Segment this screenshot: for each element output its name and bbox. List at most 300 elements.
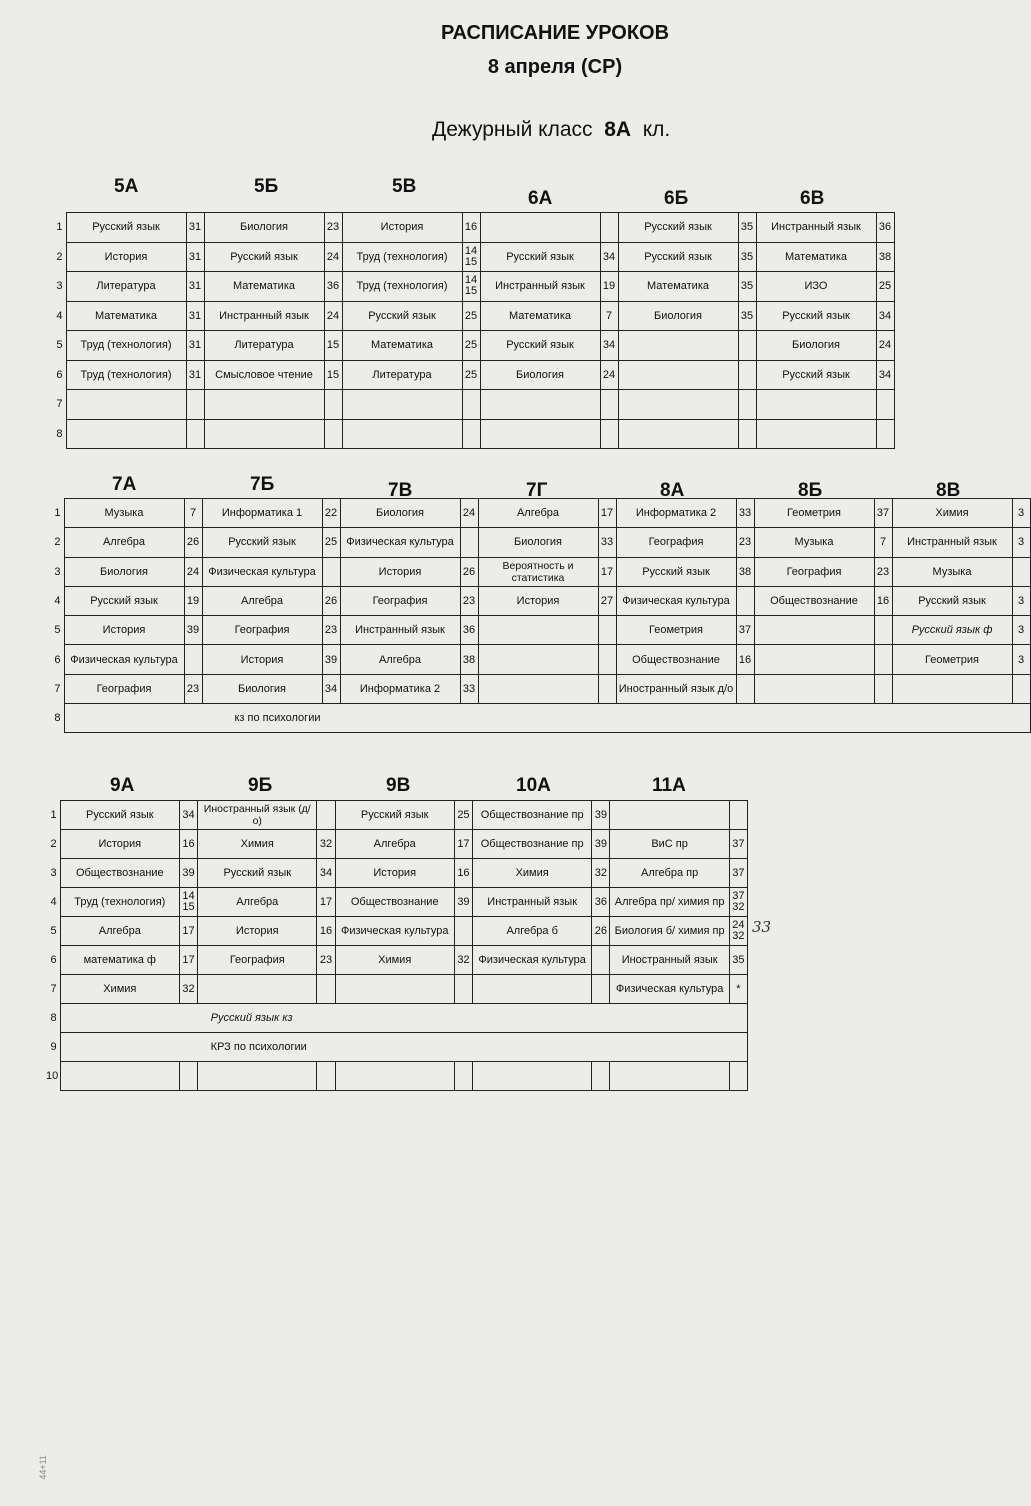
room-cell: 33 (736, 499, 754, 528)
subject-cell: Обществознание (754, 586, 874, 615)
schedule-table-9-11 (44, 800, 748, 1091)
room-cell (317, 1062, 335, 1091)
subject-cell: Математика (342, 331, 462, 361)
room-cell (1012, 557, 1030, 586)
subject-cell: Обществознание (616, 645, 736, 674)
subject-cell: Геометрия (616, 616, 736, 645)
room-cell: 16 (454, 859, 472, 888)
room-cell: 37 (729, 859, 747, 888)
room-cell: 34 (317, 859, 335, 888)
subject-cell: Алгебра пр (610, 859, 729, 888)
subject-cell: Музыка (64, 499, 184, 528)
schedule-date: 8 апреля (СР) (487, 56, 623, 78)
lesson-number: 4 (54, 595, 61, 608)
room-cell (598, 645, 616, 674)
table-row (50, 616, 1030, 645)
room-cell: 31 (186, 272, 204, 302)
schedule-table-7-8 (50, 498, 1031, 733)
subject-cell (618, 419, 738, 449)
lesson-number: 5 (56, 339, 63, 352)
room-cell: 16 (179, 830, 197, 859)
room-cell (324, 390, 342, 420)
subject-cell (754, 616, 874, 645)
table-row (44, 830, 748, 859)
subject-cell: Иностранный язык (д/о) (198, 801, 317, 830)
lesson-number: 6 (54, 653, 61, 666)
subject-cell: Иностранный язык (610, 946, 729, 975)
room-cell: 16 (462, 213, 480, 243)
subject-cell (204, 419, 324, 449)
room-cell: 25 (876, 272, 894, 302)
class-header: 6Б (664, 188, 689, 209)
lesson-number: 9 (50, 1041, 57, 1053)
subject-cell: Русский язык (618, 242, 738, 272)
lesson-number: 6 (56, 368, 63, 381)
subject-cell: Физическая культура (473, 946, 592, 975)
subject-cell: Русский язык (335, 801, 454, 830)
room-cell (186, 419, 204, 449)
room-cell (729, 1062, 747, 1091)
room-cell: 35 (738, 272, 756, 302)
subject-cell: Биология (204, 213, 324, 243)
subject-cell: Химия (892, 499, 1012, 528)
subject-cell: Алгебра (60, 917, 179, 946)
room-cell: 3 (1012, 499, 1030, 528)
room-cell (738, 331, 756, 361)
room-cell: 36 (592, 888, 610, 917)
table-row (52, 242, 894, 272)
room-cell: 39 (179, 859, 197, 888)
subject-cell (478, 616, 598, 645)
subject-cell: Инстранный язык (480, 272, 600, 302)
subject-cell (618, 390, 738, 420)
subject-cell: Геометрия (892, 645, 1012, 674)
table-row (50, 645, 1030, 674)
subject-cell: Физическая культура (616, 586, 736, 615)
subject-cell: Русский язык (60, 801, 179, 830)
room-cell: 37 (729, 830, 747, 859)
subject-cell: Биология (618, 301, 738, 331)
lesson-number: 1 (56, 221, 63, 234)
subject-cell: Информатика 1 (202, 499, 322, 528)
subject-cell: Труд (технология) (66, 360, 186, 390)
room-cell: 35 (738, 301, 756, 331)
table-row (44, 975, 748, 1004)
room-cell: 34 (322, 674, 340, 703)
lesson-number: 6 (50, 954, 57, 966)
lesson-number: 7 (56, 398, 63, 411)
room-cell: * (729, 975, 747, 1004)
room-cell: 16 (317, 917, 335, 946)
subject-cell (480, 390, 600, 420)
room-cell: 25 (462, 301, 480, 331)
subject-cell: Труд (технология) (66, 331, 186, 361)
margin-stamp: 44+11 (38, 1455, 48, 1480)
room-cell (454, 917, 472, 946)
subject-cell (478, 645, 598, 674)
subject-cell: математика ф (60, 946, 179, 975)
subject-cell (756, 390, 876, 420)
subject-cell: Труд (технология) (60, 888, 179, 917)
room-cell (598, 674, 616, 703)
subject-cell: Русский язык (202, 528, 322, 557)
subject-cell (480, 213, 600, 243)
class-header: 9А (110, 775, 135, 796)
table-row (52, 390, 894, 420)
lesson-number: 1 (54, 507, 61, 520)
room-cell: 23 (460, 586, 478, 615)
table-row (52, 360, 894, 390)
room-cell (874, 674, 892, 703)
class-header: 6В (800, 188, 825, 209)
span-cell: Русский язык кз (60, 1004, 747, 1033)
room-cell: 25 (462, 331, 480, 361)
subject-cell: Русский язык (892, 586, 1012, 615)
duty-class-line (432, 118, 670, 142)
room-cell (592, 975, 610, 1004)
room-cell (462, 390, 480, 420)
subject-cell: Русский язык (616, 557, 736, 586)
table-row (44, 917, 748, 946)
room-cell (324, 419, 342, 449)
subject-cell: Информатика 2 (616, 499, 736, 528)
class-header: 5В (392, 176, 417, 197)
room-cell: 34 (876, 360, 894, 390)
room-cell: 26 (322, 586, 340, 615)
subject-cell: Музыка (754, 528, 874, 557)
room-cell: 7 (600, 301, 618, 331)
table-row (52, 419, 894, 449)
room-cell: 32 (454, 946, 472, 975)
room-cell (454, 975, 472, 1004)
room-cell: 39 (454, 888, 472, 917)
room-cell: 16 (874, 586, 892, 615)
class-header: 9Б (248, 775, 273, 796)
subject-cell: Вероятность и статистика (478, 557, 598, 586)
subject-cell: Физическая культура (340, 528, 460, 557)
room-cell: 25 (454, 801, 472, 830)
subject-cell: Труд (технология) (342, 242, 462, 272)
subject-cell: Алгебра (335, 830, 454, 859)
subject-cell: История (60, 830, 179, 859)
room-cell: 24 (324, 242, 342, 272)
subject-cell (66, 419, 186, 449)
schedule-table-5-6 (52, 212, 895, 449)
subject-cell: Биология (480, 360, 600, 390)
subject-cell: Русский язык (480, 242, 600, 272)
room-cell (598, 616, 616, 645)
room-cell: 31 (186, 331, 204, 361)
lesson-number: 8 (54, 712, 61, 725)
handwritten-note: 33 (752, 918, 772, 936)
room-cell (600, 390, 618, 420)
subject-cell: Биология (340, 499, 460, 528)
class-header: 7А (112, 474, 137, 495)
subject-cell (610, 801, 729, 830)
room-cell: 33 (598, 528, 616, 557)
subject-cell: Русский язык (204, 242, 324, 272)
room-cell: 31 (186, 301, 204, 331)
room-cell: 34 (876, 301, 894, 331)
lesson-number: 3 (56, 280, 63, 293)
room-cell: 35 (738, 242, 756, 272)
room-cell: 3 (1012, 645, 1030, 674)
subject-cell (610, 1062, 729, 1091)
lesson-number: 3 (50, 867, 57, 879)
subject-cell: Алгебра пр/ химия пр (610, 888, 729, 917)
room-cell (876, 419, 894, 449)
subject-cell: Труд (технология) (342, 272, 462, 302)
subject-cell: Русский язык (342, 301, 462, 331)
room-cell (738, 390, 756, 420)
room-cell: 16 (736, 645, 754, 674)
table-row (50, 528, 1030, 557)
table-row (44, 1033, 748, 1062)
room-cell (729, 801, 747, 830)
class-header: 8А (660, 480, 685, 501)
subject-cell: Русский язык (756, 360, 876, 390)
room-cell (874, 616, 892, 645)
class-header: 8В (936, 480, 961, 501)
subject-cell: Химия (335, 946, 454, 975)
subject-cell: История (478, 586, 598, 615)
room-cell: 7 (874, 528, 892, 557)
room-cell: 19 (184, 586, 202, 615)
subject-cell: Физическая культура (335, 917, 454, 946)
room-cell: 39 (184, 616, 202, 645)
subject-cell (204, 390, 324, 420)
duty-class: 8А (604, 118, 632, 141)
subject-cell (473, 975, 592, 1004)
subject-cell (335, 1062, 454, 1091)
room-cell (876, 390, 894, 420)
room-cell (462, 419, 480, 449)
subject-cell: Алгебра б (473, 917, 592, 946)
room-cell: 32 (317, 830, 335, 859)
subject-cell (754, 645, 874, 674)
subject-cell: Физическая культура (202, 557, 322, 586)
subject-cell: Инстранный язык (756, 213, 876, 243)
lesson-number: 5 (50, 925, 57, 937)
room-cell: 39 (592, 830, 610, 859)
subject-cell: Информатика 2 (340, 674, 460, 703)
lesson-number: 8 (50, 1012, 57, 1024)
room-cell: 7 (184, 499, 202, 528)
subject-cell: География (202, 616, 322, 645)
table-row (52, 213, 894, 243)
subject-cell: Математика (204, 272, 324, 302)
subject-cell: Физическая культура (64, 645, 184, 674)
subject-cell (756, 419, 876, 449)
class-header: 7Г (526, 480, 548, 501)
subject-cell (478, 674, 598, 703)
table-row (50, 674, 1030, 703)
subject-cell: Химия (60, 975, 179, 1004)
subject-cell: Русский язык (64, 586, 184, 615)
subject-cell: Математика (66, 301, 186, 331)
subject-cell (480, 419, 600, 449)
subject-cell: История (340, 557, 460, 586)
subject-cell (335, 975, 454, 1004)
room-cell: 24 (184, 557, 202, 586)
subject-cell (198, 1062, 317, 1091)
room-cell: 3 (1012, 528, 1030, 557)
room-cell (874, 645, 892, 674)
room-cell: 31 (186, 213, 204, 243)
room-cell: 38 (736, 557, 754, 586)
room-cell (179, 1062, 197, 1091)
table-row (50, 499, 1030, 528)
room-cell: 17 (179, 946, 197, 975)
room-cell: 23 (317, 946, 335, 975)
subject-cell: История (342, 213, 462, 243)
room-cell: 36 (324, 272, 342, 302)
subject-cell (618, 331, 738, 361)
room-cell: 26 (592, 917, 610, 946)
room-cell (184, 645, 202, 674)
table-row (52, 272, 894, 302)
subject-cell: Биология (478, 528, 598, 557)
table-row (44, 888, 748, 917)
room-cell: 22 (322, 499, 340, 528)
room-cell: 17 (598, 499, 616, 528)
subject-cell: Биология (756, 331, 876, 361)
room-cell: 3 (1012, 586, 1030, 615)
subject-cell: География (64, 674, 184, 703)
subject-cell: Русский язык (618, 213, 738, 243)
room-cell: 17 (454, 830, 472, 859)
class-header: 7Б (250, 474, 275, 495)
subject-cell: Литература (204, 331, 324, 361)
room-cell: 38 (876, 242, 894, 272)
table-row (44, 1004, 748, 1033)
room-cell (317, 975, 335, 1004)
span-cell: кз по психологии (64, 704, 1030, 733)
room-cell (592, 946, 610, 975)
room-cell: 25 (322, 528, 340, 557)
table-row (50, 557, 1030, 586)
duty-label: Дежурный класс (432, 118, 593, 141)
room-cell: 15 (324, 331, 342, 361)
subject-cell: Русский язык (480, 331, 600, 361)
room-cell (736, 674, 754, 703)
room-cell: 23 (874, 557, 892, 586)
room-cell: 17 (598, 557, 616, 586)
room-cell: 24 32 (729, 917, 747, 946)
class-header: 5А (114, 176, 139, 197)
room-cell: 23 (184, 674, 202, 703)
subject-cell: Смысловое чтение (204, 360, 324, 390)
subject-cell: Обществознание пр (473, 801, 592, 830)
room-cell (186, 390, 204, 420)
room-cell: 23 (324, 213, 342, 243)
lesson-number: 3 (54, 565, 61, 578)
room-cell: 14 15 (179, 888, 197, 917)
lesson-number: 2 (54, 536, 61, 549)
room-cell: 36 (876, 213, 894, 243)
lesson-number: 10 (46, 1070, 59, 1082)
room-cell: 19 (600, 272, 618, 302)
subject-cell: География (616, 528, 736, 557)
subject-cell: География (340, 586, 460, 615)
room-cell: 39 (322, 645, 340, 674)
room-cell (1012, 674, 1030, 703)
subject-cell: Алгебра (198, 888, 317, 917)
subject-cell: История (198, 917, 317, 946)
room-cell: 37 (736, 616, 754, 645)
subject-cell: Обществознание (60, 859, 179, 888)
room-cell: 38 (460, 645, 478, 674)
subject-cell: Алгебра (478, 499, 598, 528)
lesson-number: 7 (54, 682, 61, 695)
subject-cell: Русский язык (198, 859, 317, 888)
lesson-number: 8 (56, 427, 63, 440)
table-row (52, 331, 894, 361)
subject-cell: Русский язык (66, 213, 186, 243)
room-cell: 36 (460, 616, 478, 645)
room-cell: 34 (600, 242, 618, 272)
lesson-number: 7 (50, 983, 57, 995)
subject-cell: География (198, 946, 317, 975)
room-cell: 31 (186, 242, 204, 272)
room-cell (738, 360, 756, 390)
subject-cell: Биология б/ химия пр (610, 917, 729, 946)
subject-cell: Обществознание пр (473, 830, 592, 859)
room-cell: 35 (738, 213, 756, 243)
subject-cell: ИЗО (756, 272, 876, 302)
room-cell: 37 (874, 499, 892, 528)
page-title: РАСПИСАНИЕ УРОКОВ (440, 22, 670, 44)
subject-cell: Алгебра (64, 528, 184, 557)
duty-suffix: кл. (642, 118, 671, 141)
subject-cell: История (202, 645, 322, 674)
subject-cell (342, 419, 462, 449)
room-cell: 39 (592, 801, 610, 830)
table-row (44, 1062, 748, 1091)
subject-cell (66, 390, 186, 420)
class-header: 10А (516, 775, 551, 796)
class-header: 6А (528, 188, 553, 209)
subject-cell: Биология (64, 557, 184, 586)
subject-cell (473, 1062, 592, 1091)
subject-cell: Алгебра (340, 645, 460, 674)
room-cell (317, 801, 335, 830)
table-row (50, 704, 1030, 733)
table-row (44, 859, 748, 888)
room-cell: 17 (179, 917, 197, 946)
lesson-number: 2 (56, 250, 63, 263)
room-cell: 33 (460, 674, 478, 703)
subject-cell: Биология (202, 674, 322, 703)
subject-cell (60, 1062, 179, 1091)
room-cell (736, 586, 754, 615)
room-cell (322, 557, 340, 586)
subject-cell: Алгебра (202, 586, 322, 615)
subject-cell: Русский язык (756, 301, 876, 331)
subject-cell: Иностранный язык д/о (616, 674, 736, 703)
class-header: 11А (652, 775, 686, 796)
class-header: 5Б (254, 176, 279, 197)
subject-cell: Математика (618, 272, 738, 302)
room-cell: 3 (1012, 616, 1030, 645)
subject-cell: История (64, 616, 184, 645)
span-cell: КРЗ по психологии (60, 1033, 747, 1062)
room-cell: 23 (736, 528, 754, 557)
room-cell: 34 (600, 331, 618, 361)
subject-cell (892, 674, 1012, 703)
subject-cell: Инстранный язык (204, 301, 324, 331)
subject-cell (618, 360, 738, 390)
